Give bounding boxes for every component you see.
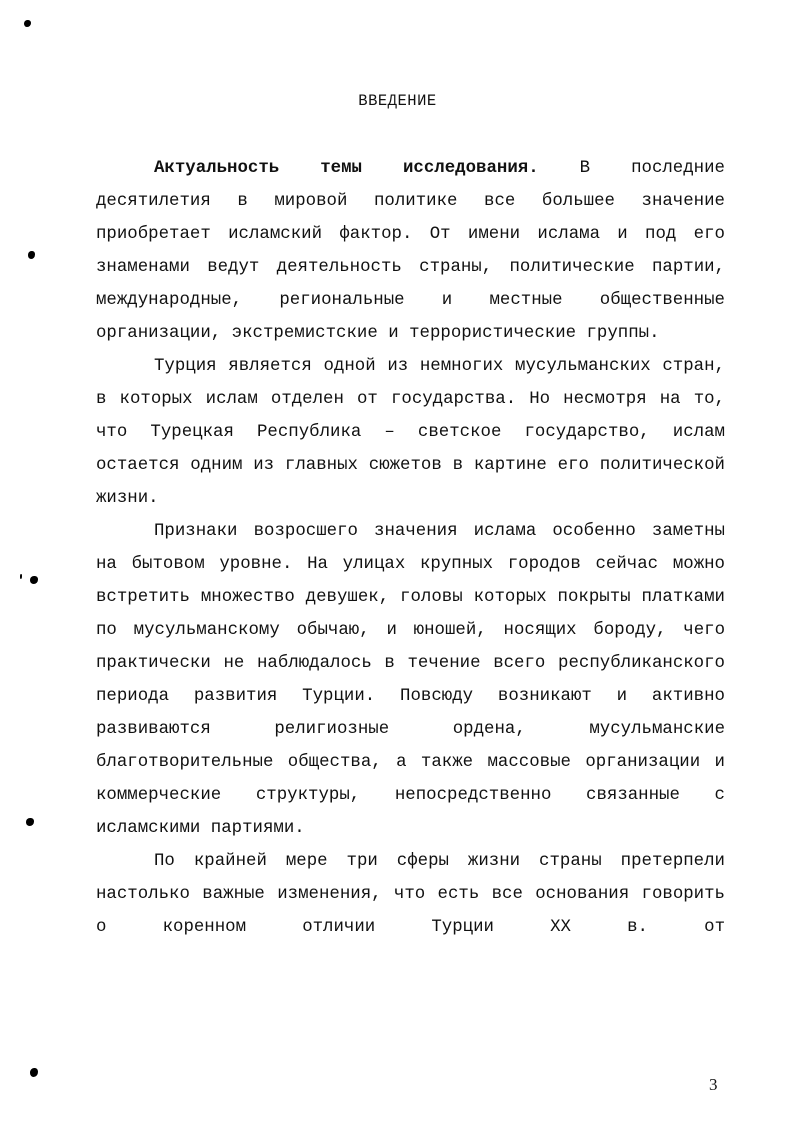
page-number: 3 (709, 1075, 718, 1094)
scan-speck (20, 574, 22, 579)
scan-speck (26, 818, 34, 826)
body-text (96, 152, 725, 944)
paragraph-3 (96, 515, 725, 845)
paragraph-text: По крайней мере три сферы жизни страны претерпели настолько важные изменения, что есть все основания говорить о коренном отличии Турции XX в. от (96, 852, 725, 937)
paragraph-lead: Актуальность темы исследования. (154, 159, 539, 178)
paragraph-text: В последние десятилетия в мировой политике все большее значение приобретает исламский фактор. От имени ислама и под его знаменами ведут деятельность страны, политические партии, международные, региональные и местные общественные организации, экстремистские и террористические группы. (96, 159, 725, 343)
scan-speck (30, 1068, 38, 1077)
paragraph-1 (96, 152, 725, 350)
scan-speck (28, 251, 35, 259)
scan-speck (24, 20, 31, 27)
scan-speck (30, 576, 38, 584)
page-title: ВВЕДЕНИЕ (358, 92, 437, 110)
paragraph-4 (96, 845, 725, 944)
paragraph-text: Турция является одной из немногих мусульманских стран, в которых ислам отделен от государства. Но несмотря на то, что Турецкая Республика – светское государство, ислам остается одним из главных сюжетов в картине его политической жизни. (96, 357, 725, 508)
paragraph-text: Признаки возросшего значения ислама особенно заметны на бытовом уровне. На улицах крупных городов сейчас можно встретить множество девушек, головы которых покрыты платками по мусульманскому обычаю, и юношей, носящих бороду, чего практически не наблюдалось в течение всего республиканского периода развития Турции. Повсюду возникают и активно развиваются религиозные ордена, мусульманские благотворительные общества, а также массовые организации и коммерческие структуры, непосредственно связанные с исламскими партиями. (96, 522, 725, 838)
paragraph-2 (96, 350, 725, 515)
